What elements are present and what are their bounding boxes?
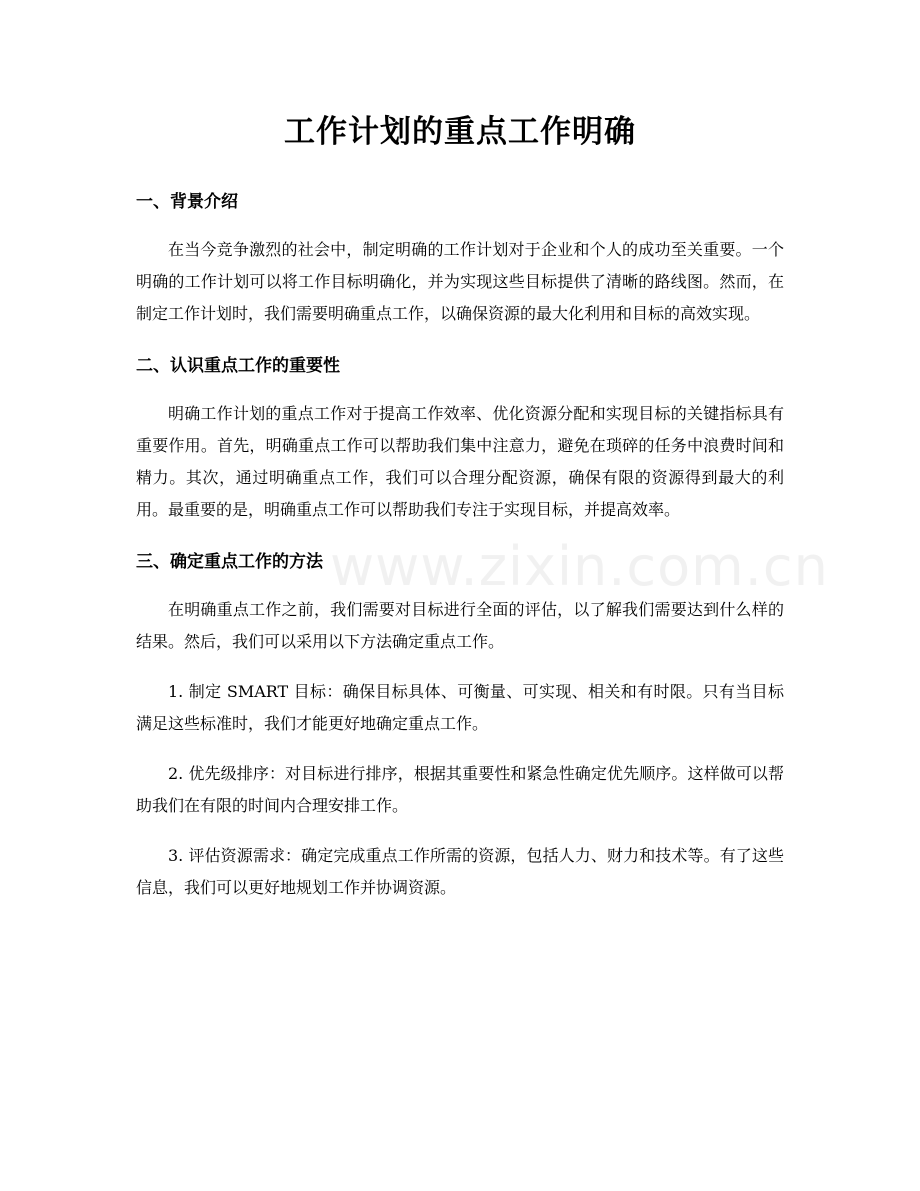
paragraph: 明确工作计划的重点工作对于提高工作效率、优化资源分配和实现目标的关键指标具有重要作用。首先，明确重点工作可以帮助我们集中注意力，避免在琐碎的任务中浪费时间和精力。其次，通过明确重点工作，我们可以合理分配资源，确保有限的资源得到最大的利用。最重要的是，明确重点工作可以帮助我们专注于实现目标，并提高效率。 (136, 404, 784, 519)
section-background (136, 184, 784, 330)
section-heading: 二、认识重点工作的重要性 (136, 356, 340, 376)
section-heading: 一、背景介绍 (136, 192, 238, 212)
watermark-text: www.zixin.com.cn (330, 535, 829, 598)
paragraph: 在当今竞争激烈的社会中，制定明确的工作计划对于企业和个人的成功至关重要。一个明确的工作计划可以将工作目标明确化，并为实现这些目标提供了清晰的路线图。然而，在制定工作计划时，我们需要明确重点工作，以确保资源的最大化利用和目标的高效实现。 (136, 240, 784, 323)
section-heading: 三、确定重点工作的方法 (136, 552, 323, 572)
section-importance (136, 348, 784, 526)
section-methods (136, 544, 784, 904)
list-item-smart: 1. 制定 SMART 目标：确保目标具体、可衡量、可实现、相关和有时限。只有当目标满足这些标准时，我们才能更好地确定重点工作。 (136, 682, 784, 733)
document-body (136, 184, 784, 904)
list-item-resources: 3. 评估资源需求：确定完成重点工作所需的资源，包括人力、财力和技术等。有了这些信息，我们可以更好地规划工作并协调资源。 (136, 846, 784, 897)
list-item-priority: 2. 优先级排序：对目标进行排序，根据其重要性和紧急性确定优先顺序。这样做可以帮助我们在有限的时间内合理安排工作。 (136, 764, 784, 815)
page-title: 工作计划的重点工作明确 (284, 114, 636, 150)
paragraph: 在明确重点工作之前，我们需要对目标进行全面的评估，以了解我们需要达到什么样的结果。然后，我们可以采用以下方法确定重点工作。 (136, 600, 784, 651)
